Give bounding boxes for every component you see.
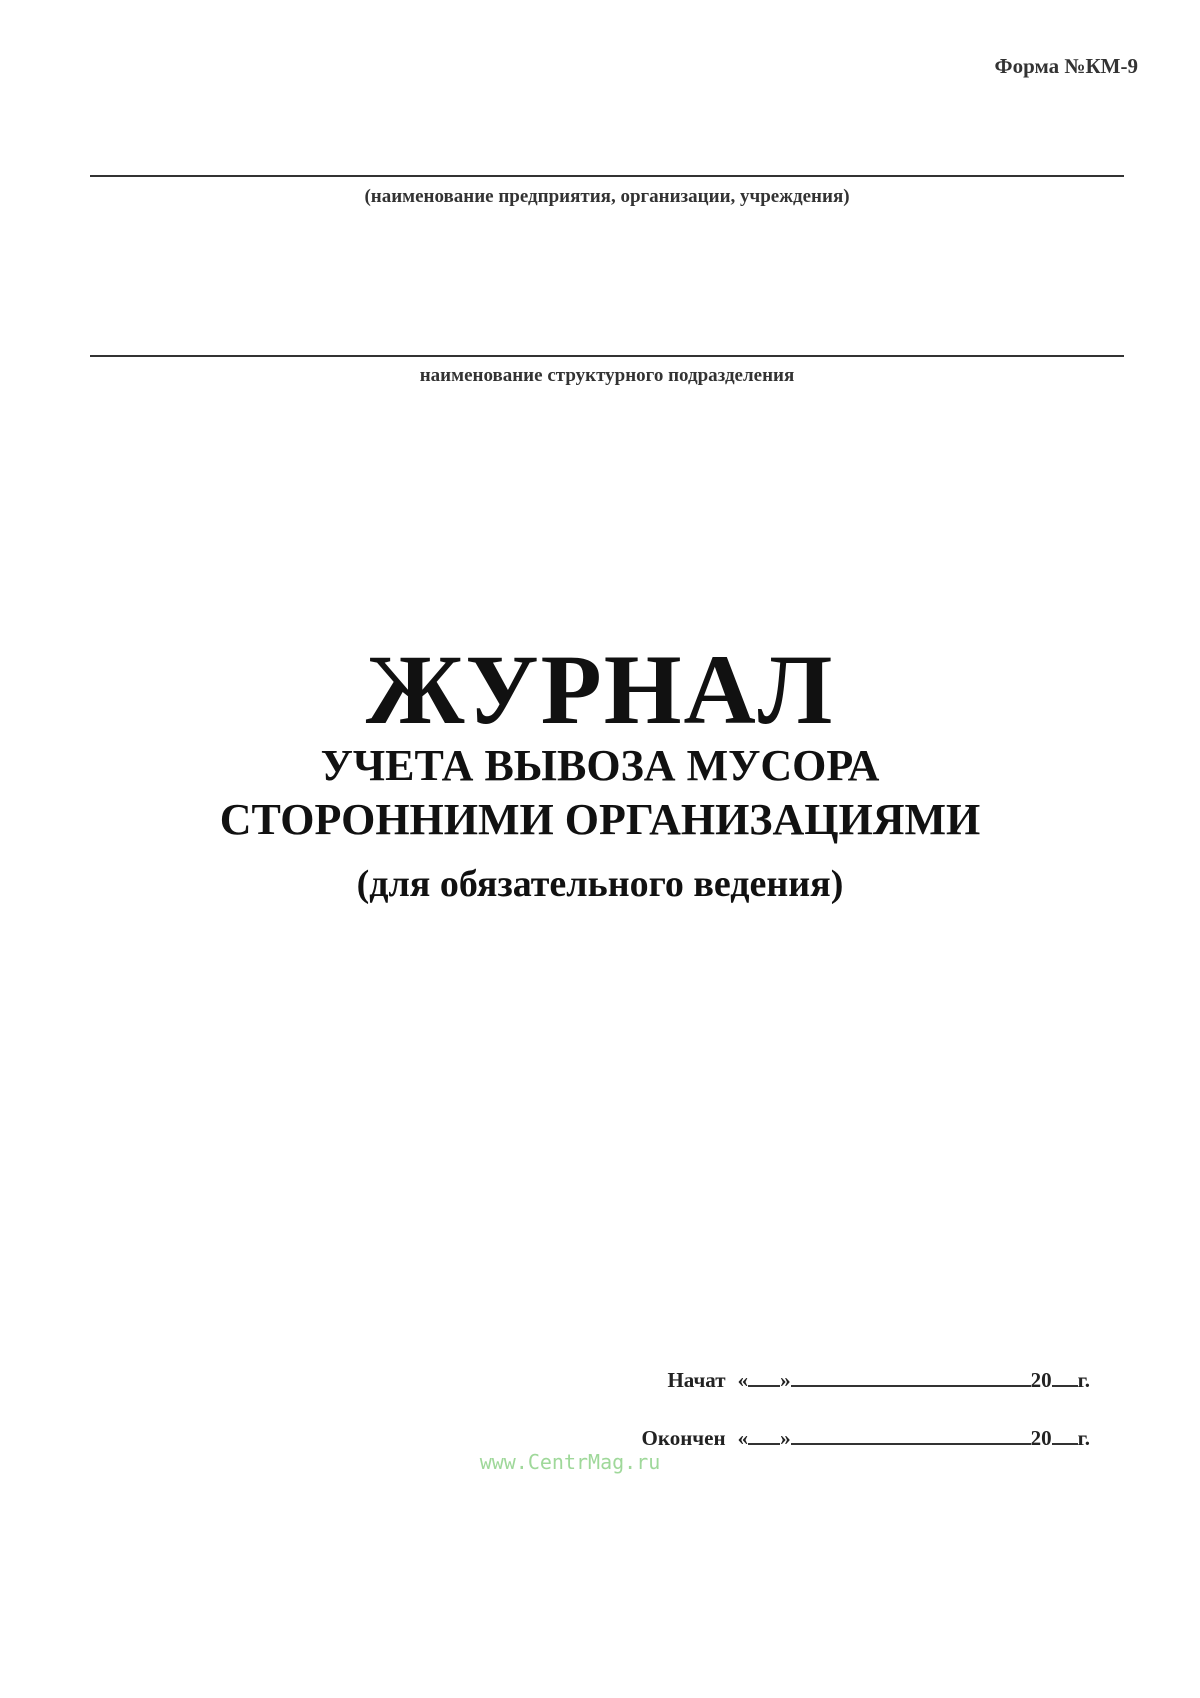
quote-close: »	[780, 1426, 791, 1450]
started-year-prefix: 20	[1030, 1368, 1052, 1392]
started-label: Начат	[667, 1368, 726, 1392]
started-month-blank	[791, 1384, 1031, 1387]
started-year-blank	[1052, 1384, 1078, 1387]
journal-note: (для обязательного ведения)	[356, 863, 844, 905]
ended-day-blank	[748, 1442, 780, 1445]
quote-close: »	[780, 1368, 791, 1392]
ended-year-blank	[1052, 1442, 1078, 1445]
ended-label: Окончен	[641, 1426, 726, 1450]
department-caption: наименование структурного подразделения	[419, 365, 795, 386]
organization-fill-line	[90, 175, 1124, 177]
form-number: Форма №КМ-9	[994, 54, 1138, 78]
journal-title: ЖУРНАЛ	[365, 634, 835, 745]
ended-date-row	[642, 1426, 1090, 1451]
organization-caption: (наименование предприятия, организации, учреждения)	[364, 186, 850, 207]
started-day-blank	[748, 1384, 780, 1387]
watermark: www.CentrMag.ru	[479, 1450, 661, 1474]
journal-subtitle-line1: УЧЕТА ВЫВОЗА МУСОРА	[320, 741, 880, 790]
ended-year-suffix: г.	[1077, 1426, 1090, 1450]
ended-year-prefix: 20	[1030, 1426, 1052, 1450]
started-year-suffix: г.	[1077, 1368, 1090, 1392]
quote-open: «	[737, 1368, 749, 1392]
journal-subtitle-line2: СТОРОННИМИ ОРГАНИЗАЦИЯМИ	[219, 795, 981, 844]
ended-month-blank	[791, 1442, 1031, 1445]
quote-open: «	[737, 1426, 749, 1450]
department-fill-line	[90, 355, 1124, 357]
started-date-row	[667, 1368, 1090, 1393]
